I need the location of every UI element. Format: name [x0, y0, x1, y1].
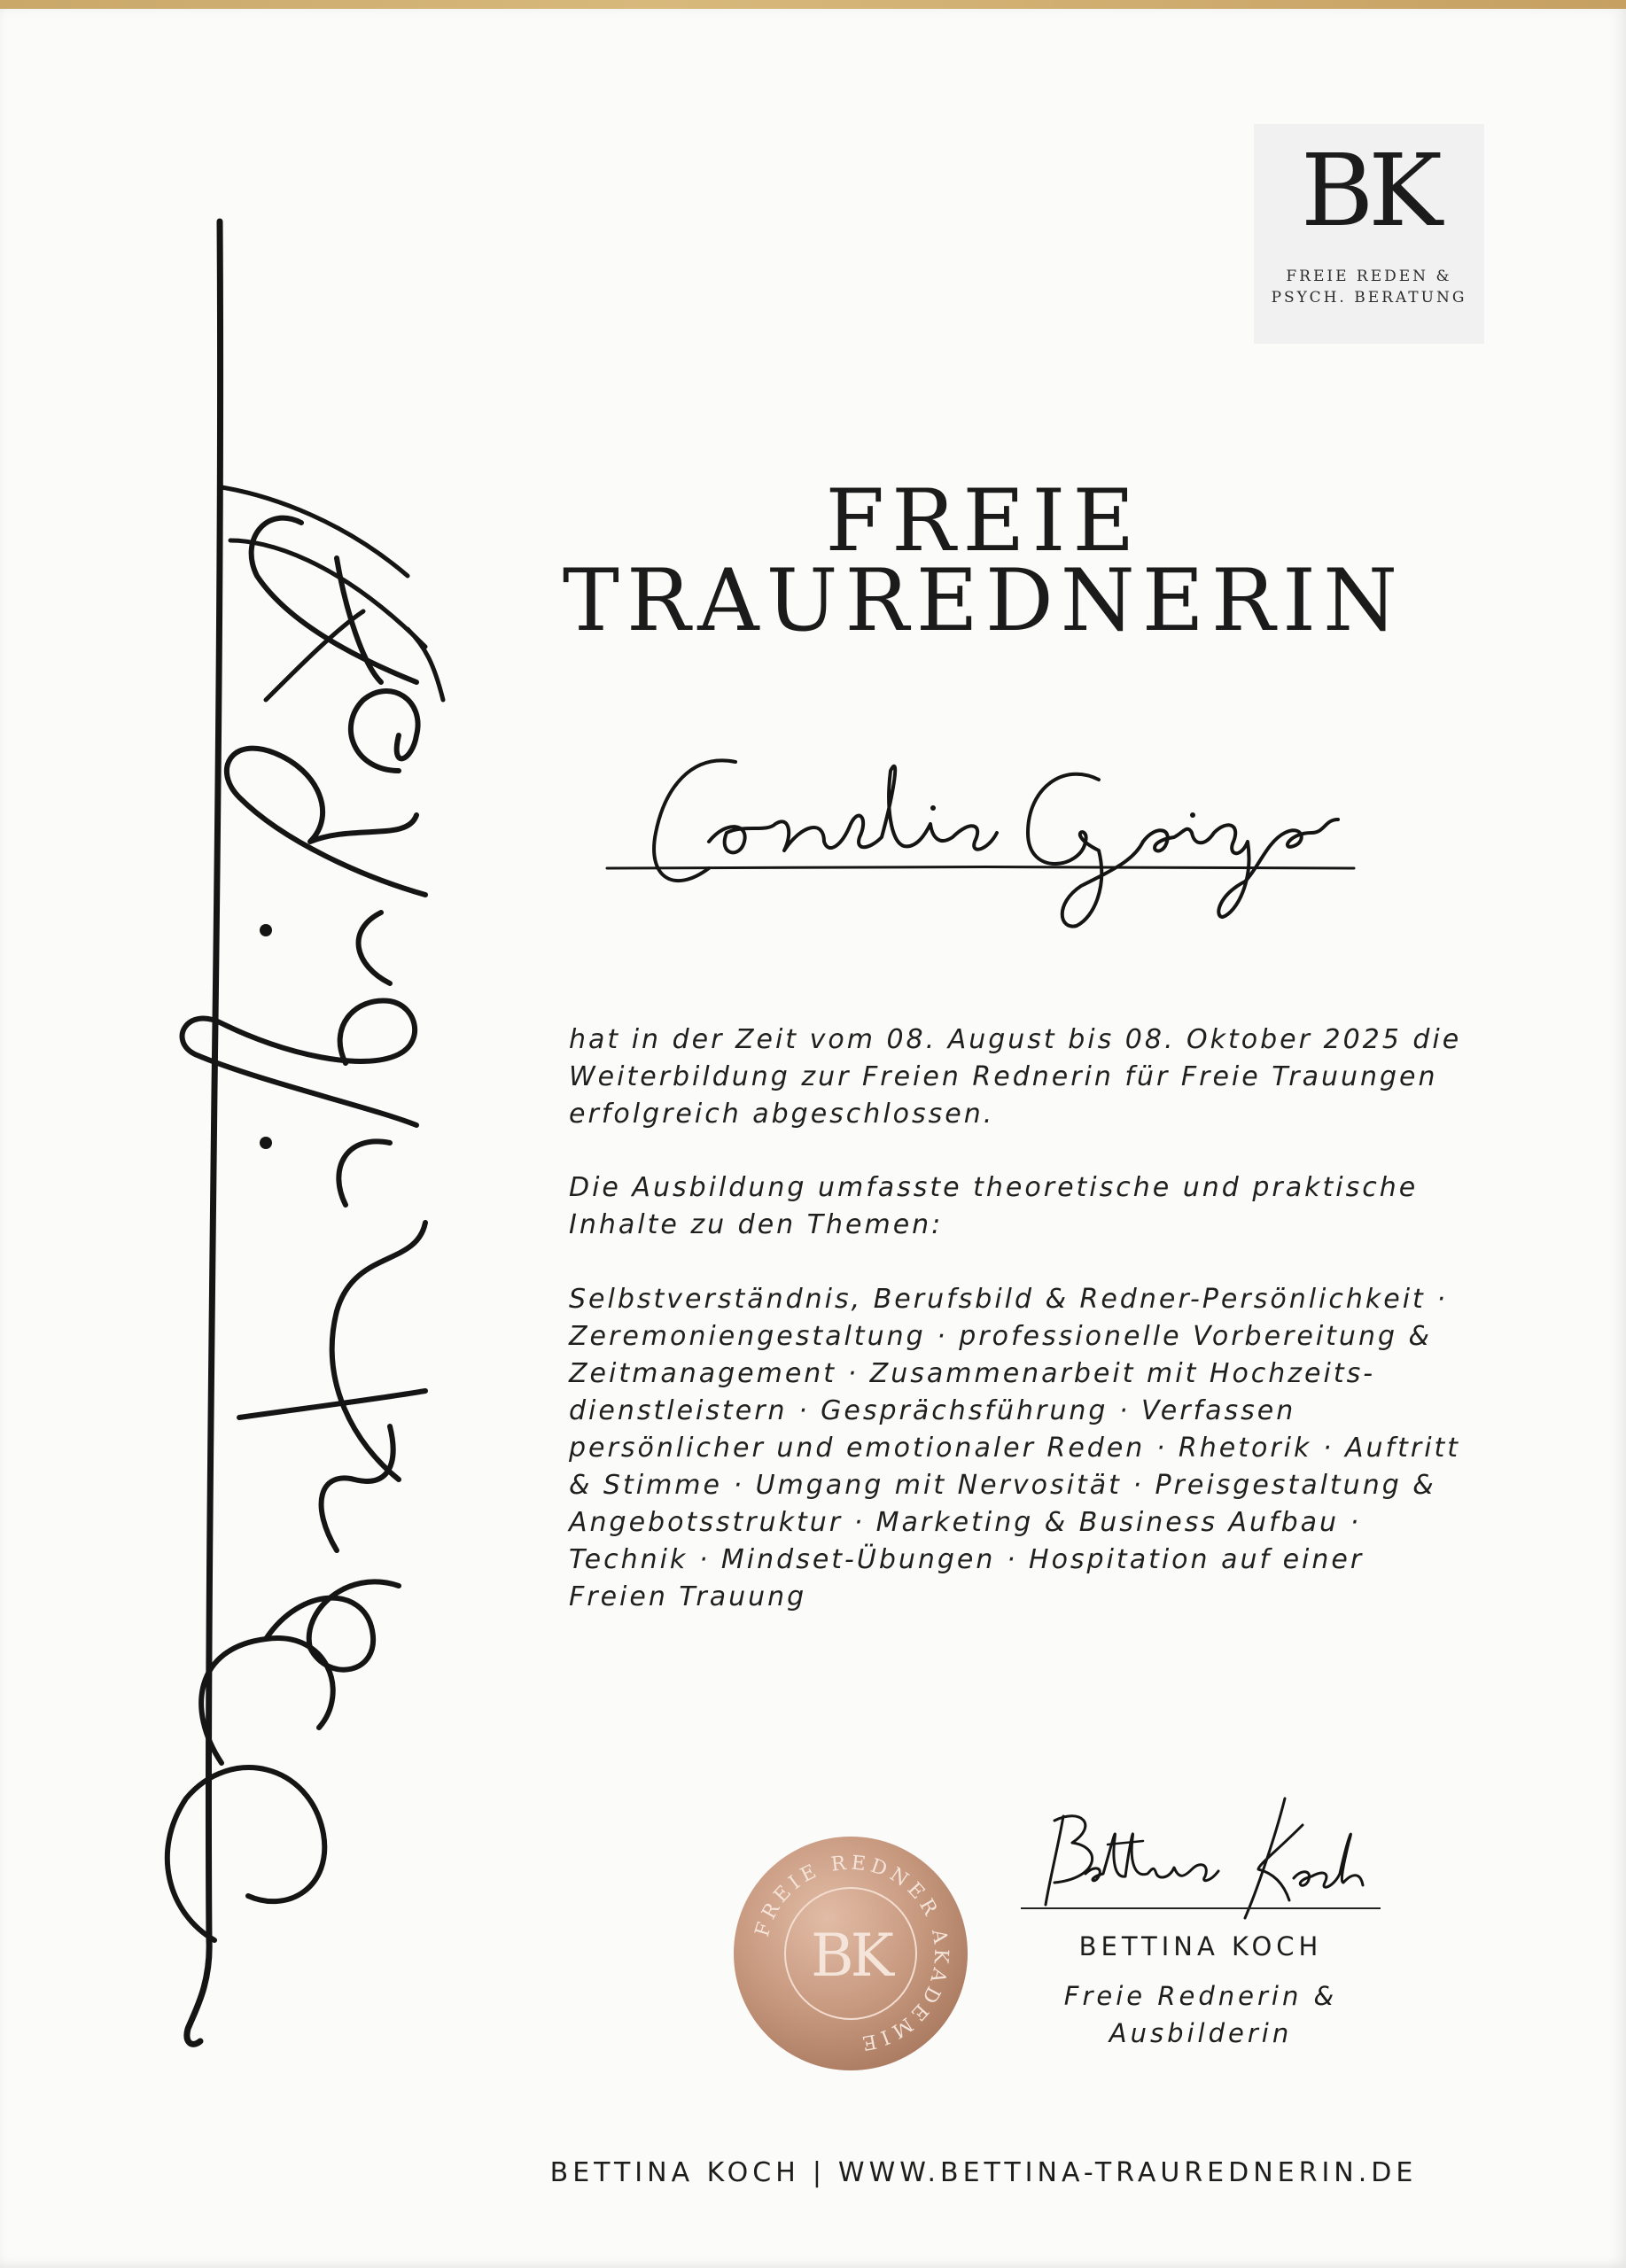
footer-separator: | — [812, 2157, 826, 2188]
issuer-signature — [1019, 1790, 1391, 1922]
issuer-role — [1019, 1977, 1382, 2052]
certificate-title-line1: FREIE — [825, 471, 1142, 571]
logo-subtitle-line1: FREIE REDEN & — [1286, 268, 1452, 285]
recipient-signature-drawing — [603, 735, 1365, 939]
brand-logo — [1254, 124, 1484, 344]
training-topics: Selbstverständnis, Berufsbild & Redner-Persönlichkeit · Zeremoniengestaltung · professionelle Vorbereitung & Zeitmanagement · Zusammenarbeit mit Hochzeitsdienstleistern · Gesprächsführung · Verfassen persönlicher und emotionaler Reden · Rhetorik · Auftritt & Stimme · Umgang mit Nervosität · Preisgestaltung & Angebotsstruktur · Marketing & Business Aufbau · Technik · Mindset-Übungen · Hospitation auf einer Freien Trauung — [569, 1284, 1461, 1612]
certificate-page — [0, 9, 1626, 2268]
footer — [496, 2157, 1471, 2188]
certificate-title-line2: TRAUREDNERIN — [562, 551, 1405, 650]
seal-ring-text: FREIE REDNER AKADEMIE — [751, 1852, 953, 2055]
footer-name: BETTINA KOCH — [549, 2157, 800, 2188]
training-intro: Die Ausbildung umfasste theoretische und praktische Inhalte zu den Themen: — [569, 1172, 1419, 1240]
logo-subtitle-line2: PSYCH. BERATUNG — [1271, 289, 1467, 307]
academy-seal — [731, 1834, 970, 2073]
issuer-name: BETTINA KOCH — [1078, 1931, 1323, 1961]
completion-statement: hat in der Zeit vom 08. August bis 08. Oktober 2025 die Weiterbildung zur Freien Rednerin für Freie Trauungen erfolgreich abgeschlossen. — [569, 1024, 1462, 1130]
issuer-role-line2: Ausbilderin — [1109, 2018, 1293, 2048]
issuer-role-line1: Freie Rednerin & — [1063, 1981, 1338, 2011]
seal-monogram: BK — [811, 1922, 891, 1990]
logo-subtitle — [1254, 266, 1484, 308]
recipient-name-signature — [603, 735, 1365, 943]
zertifikat-script — [133, 204, 505, 2091]
footer-website-link[interactable]: WWW.BETTINA-TRAUREDNERIN.DE — [837, 2157, 1418, 2188]
signature-line — [1021, 1907, 1381, 1909]
logo-monogram: BK — [1301, 134, 1437, 249]
